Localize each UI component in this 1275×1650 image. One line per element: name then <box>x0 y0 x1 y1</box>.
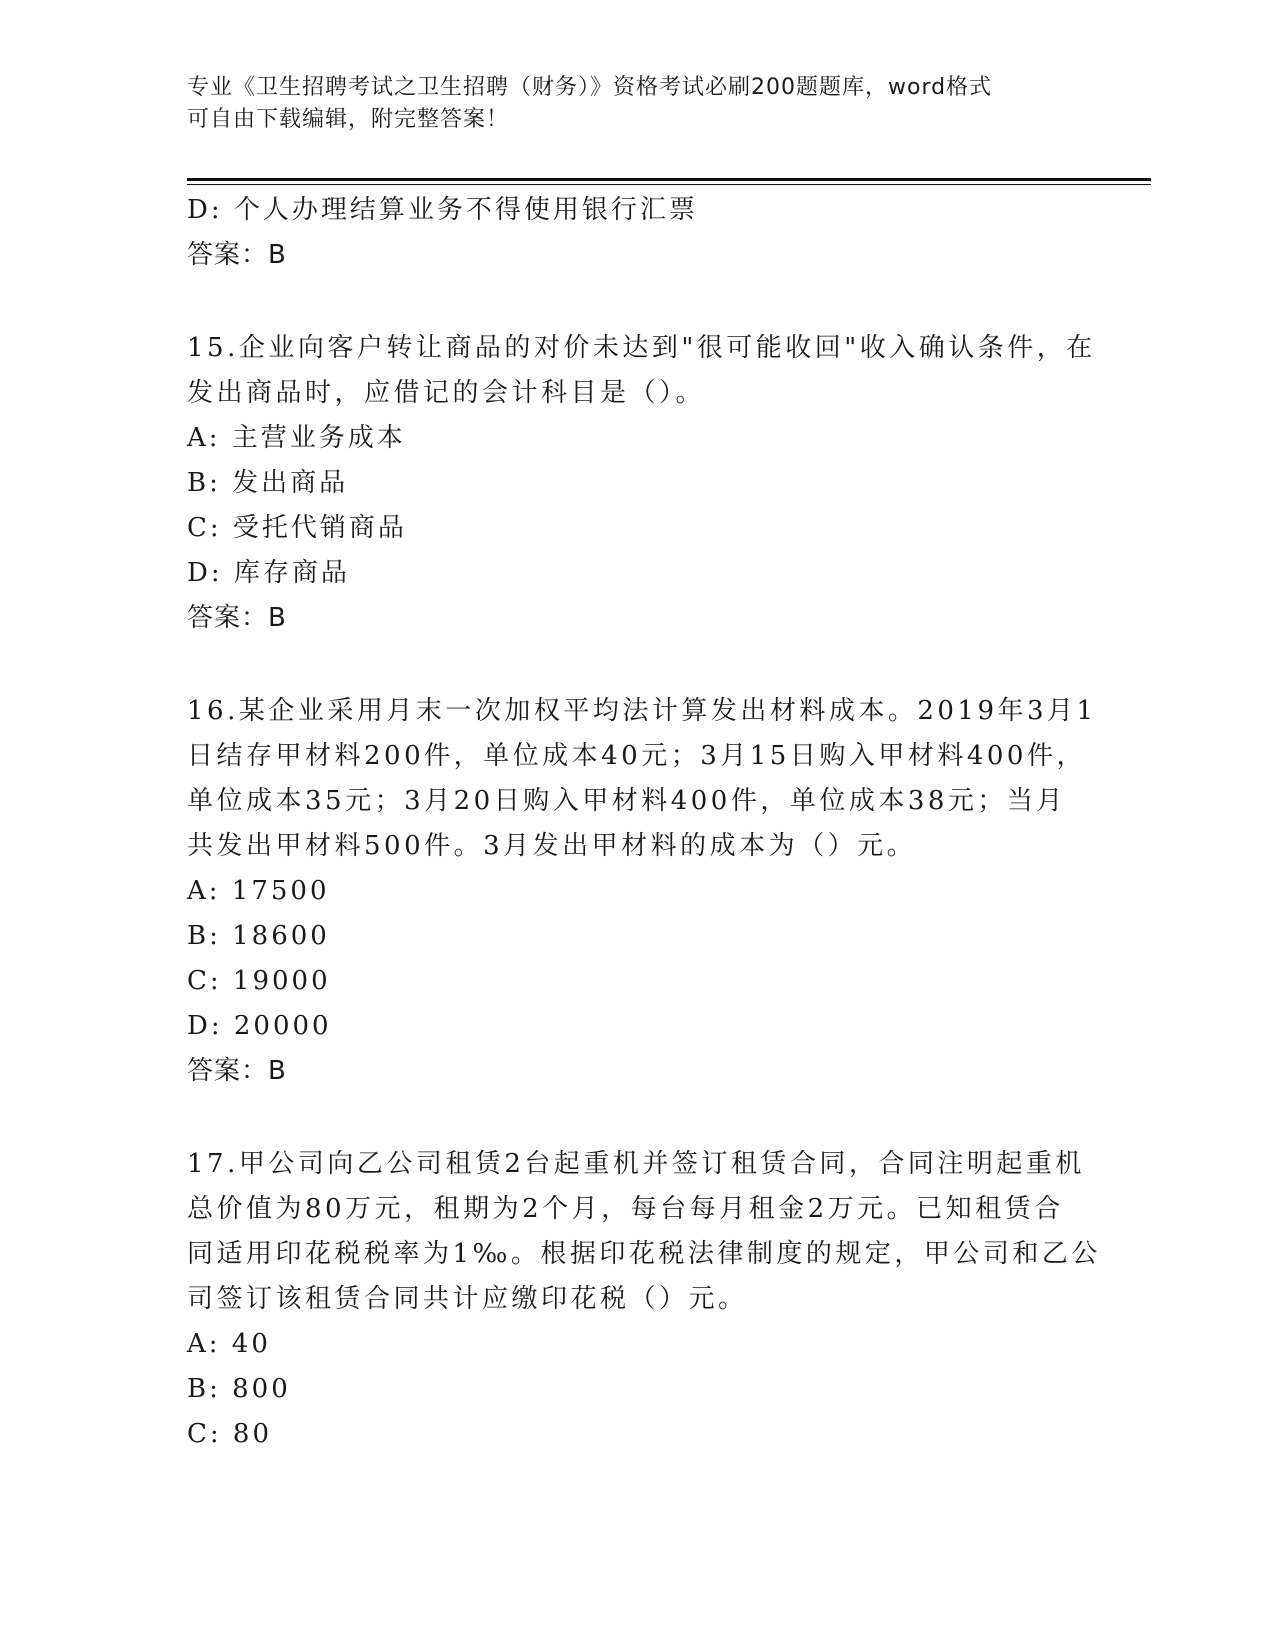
option-a: A: 17500 <box>187 876 330 906</box>
spacer <box>187 1094 1087 1142</box>
header-divider-thin <box>187 184 1151 185</box>
stem-line: 单位成本35元；3月20日购入甲材料400件，单位成本38元；当月 <box>187 786 1066 816</box>
stem-line: 15.企业向客户转让商品的对价未达到"很可能收回"收入确认条件，在 <box>187 333 1096 363</box>
option-d: D: 个人办理结算业务不得使用银行汇票 <box>187 195 698 225</box>
spacer <box>187 278 1087 326</box>
option-a: A: 主营业务成本 <box>187 423 406 453</box>
question-stem <box>187 1142 1101 1322</box>
question-stem <box>187 326 1096 416</box>
option-c: C: 19000 <box>187 966 331 996</box>
stem-line: 17.甲公司向乙公司租赁2台起重机并签订租赁合同，合同注明起重机 <box>187 1149 1085 1179</box>
option-b: B: 18600 <box>187 921 330 951</box>
option-d: D: 20000 <box>187 1011 332 1041</box>
option-b: B: 发出商品 <box>187 468 349 498</box>
stem-line: 总价值为80万元，租期为2个月，每台每月租金2万元。已知租赁合 <box>187 1194 1064 1224</box>
option-b: B: 800 <box>187 1374 291 1404</box>
header-line-1: 专业《卫生招聘考试之卫生招聘（财务）》资格考试必刷200题题库，word格式 <box>187 75 993 100</box>
answer: 答案：B <box>187 1056 287 1086</box>
header-divider <box>187 178 1151 181</box>
document-header <box>187 72 1087 136</box>
option-d: D: 库存商品 <box>187 558 350 588</box>
option-c: C: 受托代销商品 <box>187 513 407 543</box>
spacer <box>187 641 1087 689</box>
question-14-tail <box>187 188 1087 278</box>
stem-line: 共发出甲材料500件。3月发出甲材料的成本为（）元。 <box>187 831 917 861</box>
question-15 <box>187 326 1096 641</box>
stem-line: 发出商品时，应借记的会计科目是（）。 <box>187 378 706 408</box>
document-body <box>187 188 1101 1457</box>
stem-line: 日结存甲材料200件，单位成本40元；3月15日购入甲材料400件， <box>187 741 1086 771</box>
option-c: C: 80 <box>187 1419 273 1449</box>
question-17 <box>187 1142 1101 1457</box>
answer: 答案：B <box>187 240 287 270</box>
question-stem <box>187 689 1097 869</box>
stem-line: 同适用印花税税率为1‰。根据印花税法律制度的规定，甲公司和乙公 <box>187 1239 1101 1269</box>
question-16 <box>187 689 1097 1094</box>
option-a: A: 40 <box>187 1329 271 1359</box>
stem-line: 司签订该租赁合同共计应缴印花税（）元。 <box>187 1284 748 1314</box>
answer: 答案：B <box>187 603 287 633</box>
header-line-2: 可自由下载编辑，附完整答案！ <box>187 107 510 132</box>
stem-line: 16.某企业采用月末一次加权平均法计算发出材料成本。2019年3月1 <box>187 696 1097 726</box>
